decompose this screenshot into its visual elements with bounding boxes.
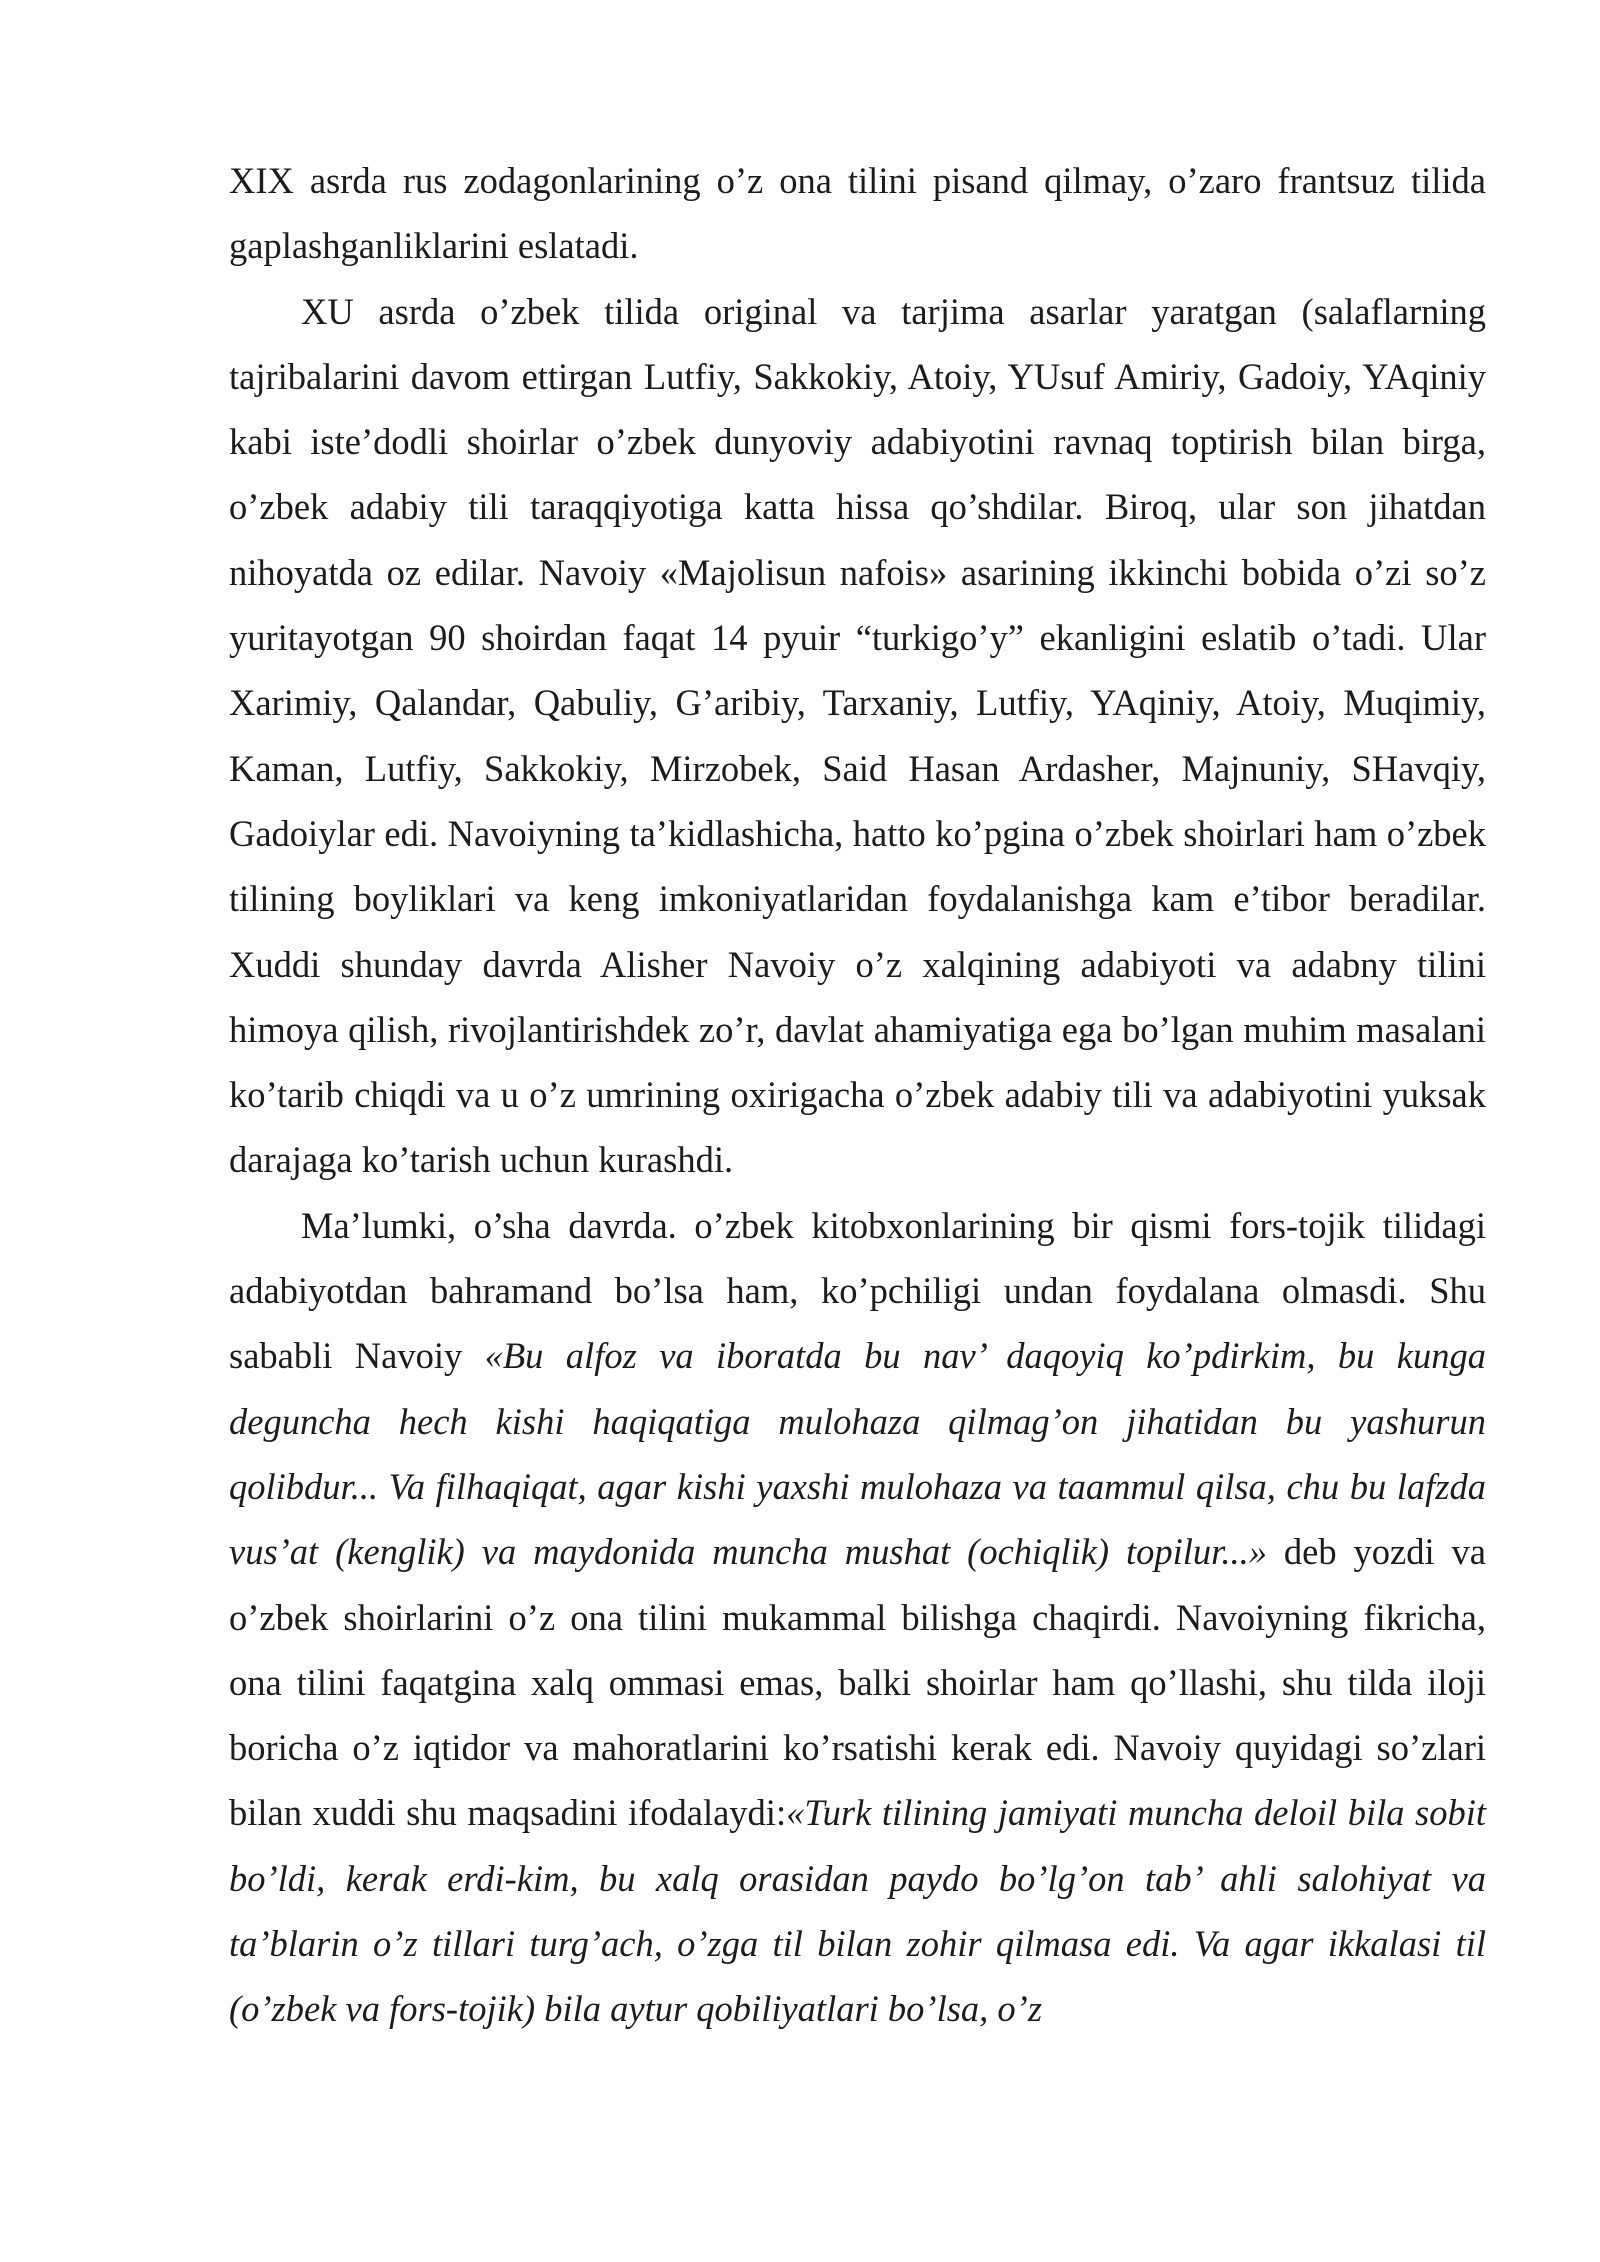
- quote-navoiy-2: «Turk tilining jamiyati muncha deloil bila sobit bo’ldi, kerak erdi-kim, bu xalq orasidan paydo bo’lg’on tab’ ahli salohiyat va ta’blarin o’z tillari turg’ach, o’zga til bilan zohir qilmasa edi. Va agar ikkalasi til (o’zbek va fors-tojik) bila aytur qobiliyatlari bo’lsa, o’z: [229, 1792, 1486, 2030]
- paragraph-1: [229, 148, 1486, 279]
- paragraph-3: [229, 1193, 1486, 2042]
- paragraph-3-text-2: deb yozdi va o’zbek shoirlarini o’z ona tilini mukammal bilishga chaqirdi. Navoiyning fikricha, ona tilini faqatgina xalq ommasi emas, balki shoirlar ham qo’llashi, shu tilda iloji boricha o’z iqtidor va mahoratlarini ko’rsatishi kerak edi. Navoiy quyidagi so’zlari bilan xuddi shu maqsadini ifodalaydi:: [229, 1531, 1486, 1834]
- paragraph-2: [229, 279, 1486, 1193]
- quote-navoiy-1: «Bu alfoz va iboratda bu nav’ daqoyiq ko’pdirkim, bu kunga deguncha hech kishi haqiqatiga mulohaza qilmag’on jihatidan bu yashurun qolibdur... Va filhaqiqat, agar kishi yaxshi mulohaza va taammul qilsa, chu bu lafzda vus’at (kenglik) va maydonida muncha mushat (ochiqlik) topilur...»: [229, 1335, 1486, 1573]
- paragraph-1-text: XIX asrda rus zodagonlarining o’z ona tilini pisand qilmay, o’zaro frantsuz tilida gaplashganliklarini eslatadi.: [229, 160, 1486, 267]
- paragraph-2-text: XU asrda o’zbek tilida original va tarjima asarlar yaratgan (salaflarning tajribalarini davom ettirgan Lutfiy, Sakkokiy, Atoiy, YUsuf Amiriy, Gadoiy, YAqiniy kabi iste’dodli shoirlar o’zbek dunyoviy adabiyotini ravnaq toptirish bilan birga, o’zbek adabiy tili taraqqiyotiga katta hissa qo’shdilar. Biroq, ular son jihatdan nihoyatda oz edilar. Navoiy «Majolisun nafois» asarining ikkinchi bobida o’zi so’z yuritayotgan 90 shoirdan faqat 14 pyuir “turkigo’y” ekanligini eslatib o’tadi. Ular Xarimiy, Qalandar, Qabuliy, G’aribiy, Tarxaniy, Lutfiy, YAqiniy, Atoiy, Muqimiy, Kaman, Lutfiy, Sakkokiy, Mirzobek, Said Hasan Ardasher, Majnuniy, SHavqiy, Gadoiylar edi. Navoiyning ta’kidlashicha, hatto ko’pgina o’zbek shoirlari ham o’zbek tilining boyliklari va keng imkoniyatlaridan foydalanishga kam e’tibor beradilar. Xuddi shunday davrda Alisher Navoiy o’z xalqining adabiyoti va adabny tilini himoya qilish, rivojlantirishdek zo’r, davlat ahamiyatiga ega bo’lgan muhim masalani ko’tarib chiqdi va u o’z umrining oxirigacha o’zbek adabiy tili va adabiyotini yuksak darajaga ko’tarish uchun kurashdi.: [229, 290, 1486, 1181]
- document-page: [229, 148, 1486, 2042]
- paragraph-3-text-1: Ma’lumki, o’sha davrda. o’zbek kitobxonlarining bir qismi fors-tojik tilidagi adabiyotdan bahramand bo’lsa ham, ko’pchiligi undan foydalana olmasdi. Shu sababli Navoiy: [229, 1204, 1486, 1377]
